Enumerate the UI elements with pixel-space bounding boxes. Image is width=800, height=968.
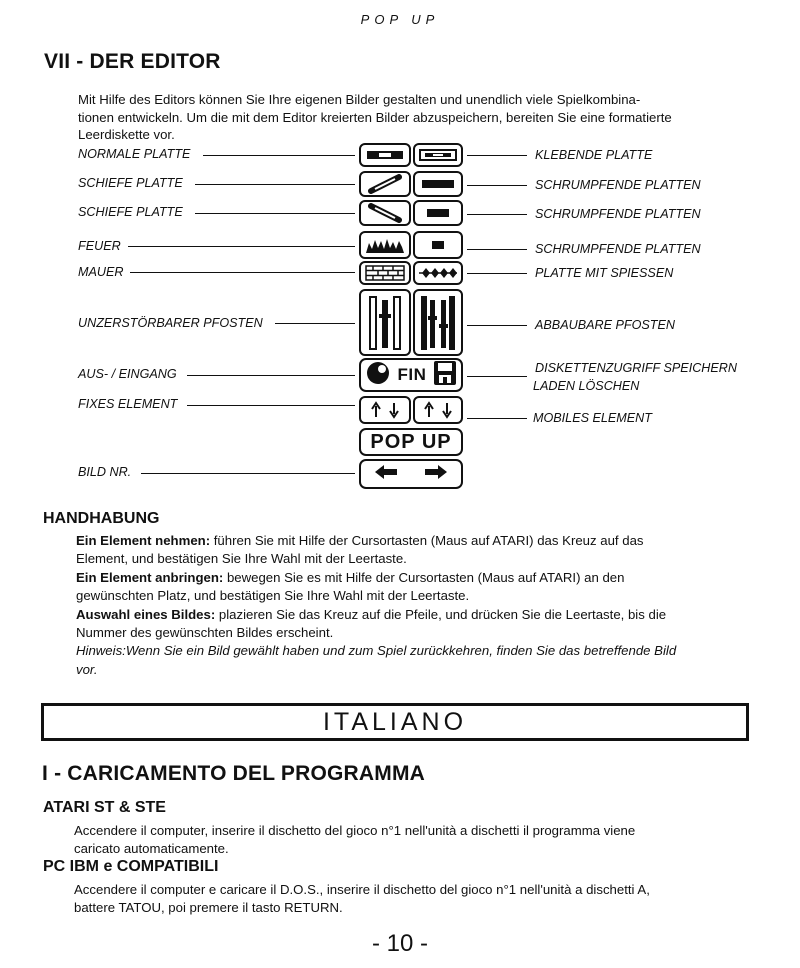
editor-intro-line1: Mit Hilfe des Editors können Sie Ihre eigenen Bilder gestalten und unendlich viele Spielkombina- (78, 92, 641, 107)
connector-line (130, 272, 355, 273)
label-mobiles-element: MOBILES ELEMENT (533, 411, 652, 425)
connector-line (467, 325, 527, 326)
label-aus-eingang: AUS- / EINGANG (78, 367, 177, 381)
atari-line1: Accendere il computer, inserire il dischetto del gioco n°1 nell'unità a dischetti il programma viene (74, 823, 636, 838)
normal-platform-icon (359, 143, 411, 167)
shrinking-platform-small-icon (413, 231, 463, 259)
section-title-handhabung: HANDHABUNG (43, 510, 160, 527)
label-feuer: FEUER (78, 239, 121, 253)
label-platte-mit-spiessen: PLATTE MIT SPIESSEN (535, 266, 674, 280)
label-laden-loeschen: LADEN LÖSCHEN (533, 379, 640, 393)
connector-line (141, 473, 355, 474)
exit-fin-disk-tile (359, 358, 463, 392)
picture-number-arrows (359, 459, 463, 489)
connector-line (187, 375, 355, 376)
section-title-caricamento: I - CARICAMENTO DEL PROGRAMMA (42, 762, 426, 785)
p2-line2: gewünschten Platz, und bestätigen Sie Ihre Wahl mit der Leertaste. (76, 588, 470, 604)
label-mauer: MAUER (78, 265, 124, 279)
p2-rest: bewegen Sie es mit Hilfe der Cursortasten (Maus auf ATARI) an den (223, 569, 625, 585)
p2-bold: Ein Element anbringen: (76, 569, 224, 585)
p3-line2: Nummer des gewünschten Bildes erscheint. (76, 625, 334, 641)
arrow-left-icon (373, 464, 399, 485)
connector-line (467, 185, 527, 186)
hint-line1: Hinweis:Wenn Sie ein Bild gewählt haben und zum Spiel zurückkehren, finden Sie das betreffende Bild (76, 643, 677, 659)
shrinking-platform-medium-icon (413, 200, 463, 226)
exit-entrance-icon (365, 360, 391, 391)
fixed-element-icon (359, 396, 411, 424)
label-fixes-element: FIXES ELEMENT (78, 397, 178, 411)
pc-line1: Accendere il computer e caricare il D.O.S., inserire il dischetto del gioco n°1 nell'unità a dischetti A, (74, 882, 650, 897)
sticky-platform-icon (413, 143, 463, 167)
fire-icon (359, 231, 411, 259)
pc-body (74, 881, 759, 916)
connector-line (187, 405, 355, 406)
subtitle-pc: PC IBM e COMPATIBILI (43, 858, 219, 875)
connector-line (467, 418, 527, 419)
p3-bold: Auswahl eines Bildes: (76, 606, 216, 622)
label-klebende-platte: KLEBENDE PLATTE (535, 148, 653, 162)
p1-line2: Element, und bestätigen Sie Ihre Wahl mit der Leertaste. (76, 551, 407, 567)
editor-intro-line3: Leerdiskette vor. (78, 127, 175, 142)
p1-bold: Ein Element nehmen: (76, 533, 211, 548)
editor-intro-line2: tionen entwickeln. Um die mit dem Editor kreierten Bilder abzuspeichern, bereiten Sie eine formatierte (78, 109, 672, 125)
floppy-disk-icon (433, 360, 457, 391)
connector-line (467, 155, 527, 156)
shrinking-platform-large-icon (413, 171, 463, 197)
label-abbaubare-pfosten: ABBAUBARE PFOSTEN (535, 318, 675, 332)
popup-label: POP UP (370, 430, 452, 453)
label-bild-nr: BILD NR. (78, 465, 132, 479)
label-schiefe-platte-1: SCHIEFE PLATTE (78, 176, 183, 190)
mobile-element-icon (413, 396, 463, 424)
editor-intro (78, 91, 758, 144)
atari-body (74, 822, 759, 857)
label-schrumpfende-platten-3: SCHRUMPFENDE PLATTEN (535, 242, 701, 256)
wall-icon (359, 261, 411, 285)
section-title-editor: VII - DER EDITOR (44, 50, 221, 73)
label-schiefe-platte-2: SCHIEFE PLATTE (78, 205, 183, 219)
atari-line2: caricato automaticamente. (74, 840, 229, 856)
indestructible-post-icon (359, 289, 411, 356)
handhabung-body (76, 532, 756, 679)
p3-rest: plazieren Sie das Kreuz auf die Pfeile, und drücken Sie die Leertaste, bis die (215, 606, 667, 622)
connector-line (467, 273, 527, 274)
label-normale-platte: NORMALE PLATTE (78, 147, 191, 161)
spiked-platform-icon (413, 261, 463, 285)
breakable-post-icon (413, 289, 463, 356)
connector-line (467, 214, 527, 215)
slanted-platform-down-icon (359, 200, 411, 226)
page-number: - 10 - (371, 930, 428, 957)
label-schrumpfende-platten-2: SCHRUMPFENDE PLATTEN (535, 207, 701, 221)
arrow-right-icon (423, 464, 449, 485)
hint-line2: vor. (76, 661, 98, 677)
connector-line (467, 376, 527, 377)
connector-line (467, 249, 527, 250)
popup-title-tile (359, 428, 463, 456)
fin-label: FIN (397, 365, 427, 384)
label-unzerstoerbarer-pfosten: UNZERSTÖRBARER PFOSTEN (78, 316, 263, 330)
connector-line (195, 184, 355, 185)
connector-line (128, 246, 355, 247)
language-section-box: ITALIANO (41, 703, 749, 741)
slanted-platform-up-icon (359, 171, 411, 197)
label-schrumpfende-platten-1: SCHRUMPFENDE PLATTEN (535, 178, 701, 192)
connector-line (195, 213, 355, 214)
connector-line (275, 323, 355, 324)
pc-line2: battere TATOU, poi premere il tasto RETURN. (74, 899, 343, 915)
label-diskettenzugriff: DISKETTENZUGRIFF SPEICHERN (535, 361, 737, 375)
p1-rest: führen Sie mit Hilfe der Cursortasten (Maus auf ATARI) das Kreuz auf das (210, 533, 644, 548)
running-header: POP UP (360, 12, 440, 27)
connector-line (203, 155, 355, 156)
subtitle-atari: ATARI ST & STE (43, 799, 166, 816)
